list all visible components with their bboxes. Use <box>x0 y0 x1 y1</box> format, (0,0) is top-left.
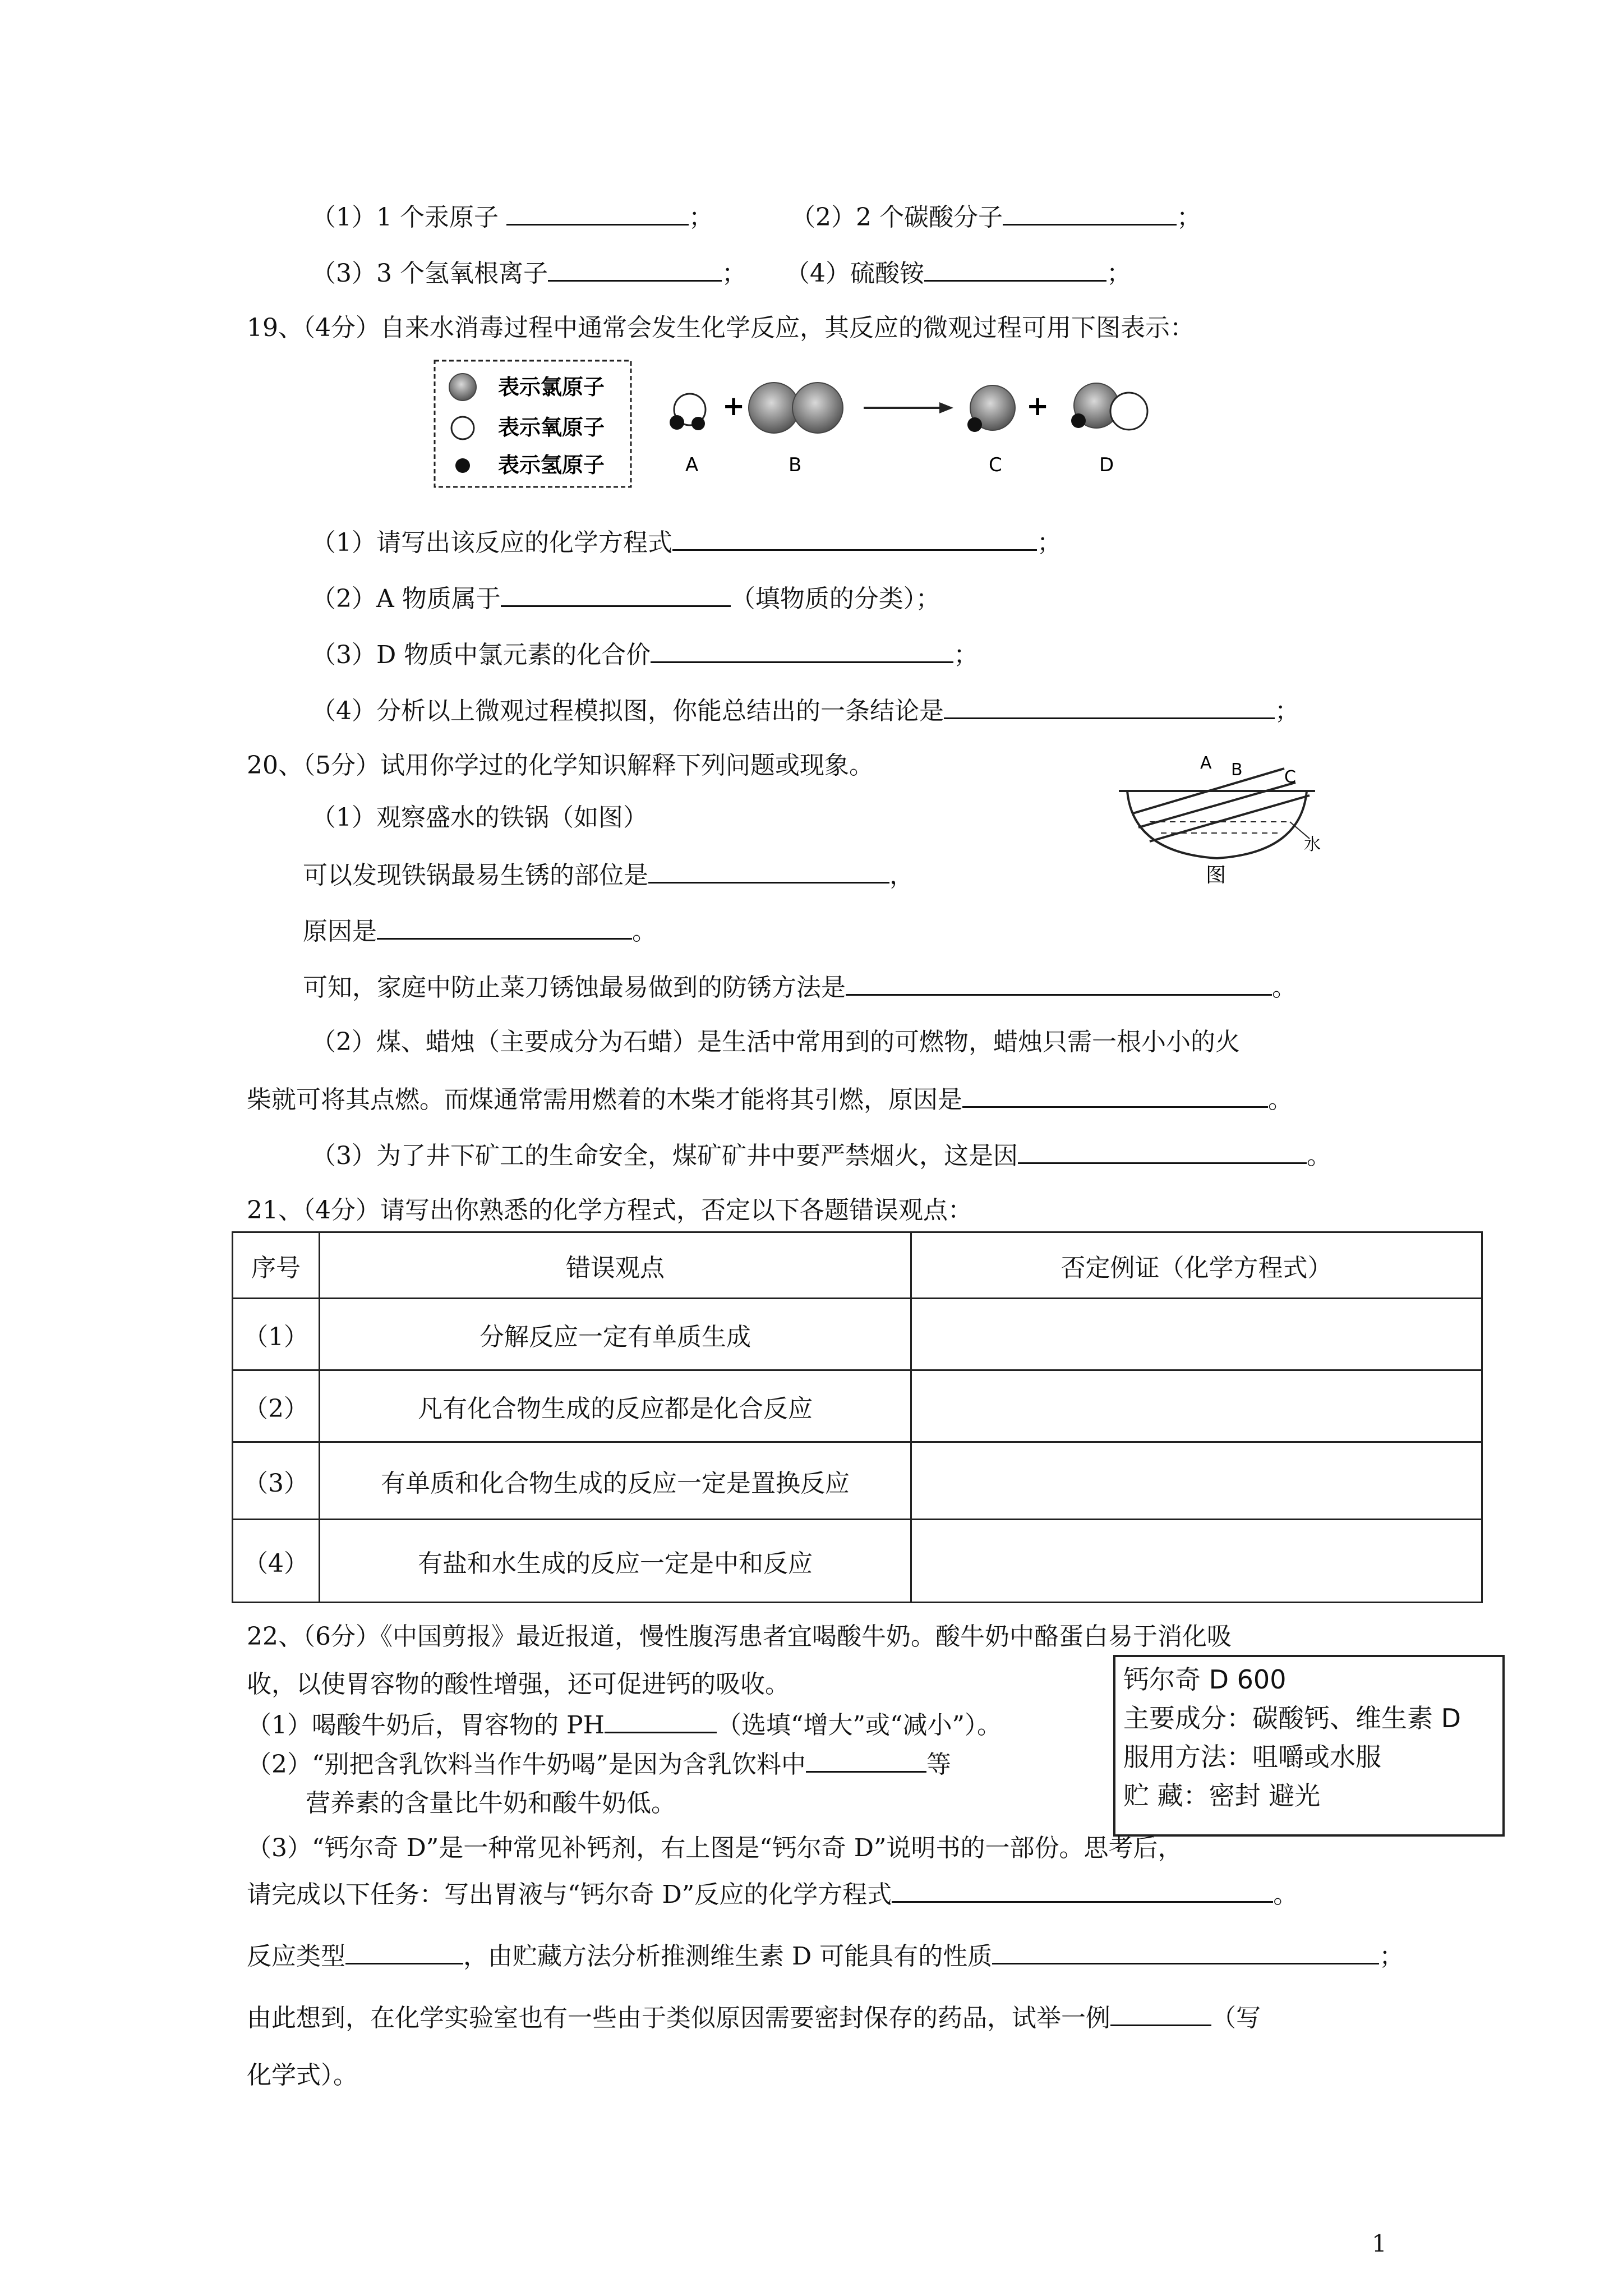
row-answer[interactable] <box>911 1299 1482 1370</box>
box-title: 钙尔奇 D 600 <box>1123 1664 1287 1695</box>
q18-item-3: （3）3 个氢氧根离子 ； <box>311 255 746 291</box>
label-a: A <box>685 454 699 476</box>
q19-sub1: （1）请写出该反应的化学方程式 ； <box>311 524 1062 560</box>
row-answer[interactable] <box>911 1442 1482 1520</box>
q22-sub2: （2）“别把含乳饮料当作牛奶喝”是因为含乳饮料中 等 <box>247 1746 951 1782</box>
box-usage: 服用方法：咀嚼或水服 <box>1123 1742 1381 1772</box>
q19-sub2: （2）A 物质属于 （填物质的分类）； <box>311 581 940 616</box>
q19-stem: 19、（4分）自来水消毒过程中通常会发生化学反应，其反应的微观过程可用下图表示： <box>247 314 1195 342</box>
table-row <box>233 1442 1482 1520</box>
q20-sub1: （1）观察盛水的铁锅（如图） <box>311 803 648 832</box>
q18-item-1: （1）1 个汞原子 ； <box>311 199 713 234</box>
q20-sub2-line2: 柴就可将其点燃。而煤通常需用燃着的木柴才能将其引燃，原因是 。 <box>247 1082 1293 1117</box>
q19-sub4: （4）分析以上微观过程模拟图，你能总结出的一条结论是 ； <box>311 693 1299 728</box>
table-header-row <box>233 1232 1482 1299</box>
chlorine-atom-icon <box>449 374 476 401</box>
header-answer: 否定例证（化学方程式） <box>911 1232 1482 1299</box>
calcium-d-label-box <box>1113 1655 1505 1837</box>
fig-label-water: 水 <box>1304 835 1321 854</box>
legend-chlorine: 表示氯原子 <box>498 375 605 399</box>
iron-pot-figure <box>1116 752 1329 892</box>
q22-line2: 收，以使胃容物的酸性增强，还可促进钙的吸收。 <box>247 1670 790 1699</box>
q22-sub3-line1: （3）“钙尔奇 D”是一种常见补钙剂，右上图是“钙尔奇 D”说明书的一部份。思考后， <box>247 1834 1183 1862</box>
q22-sub1: （1）喝酸牛奶后，胃容物的 PH （选填“增大”或“减小”）。 <box>247 1707 1002 1742</box>
row-no: （1） <box>233 1299 320 1370</box>
hydrogen-atom-icon <box>455 458 470 473</box>
q20-line2: 可以发现铁锅最易生锈的部位是 ， <box>303 857 914 892</box>
header-no: 序号 <box>233 1232 320 1299</box>
q22-sub2-line2: 营养素的含量比牛奶和酸牛奶低。 <box>306 1789 676 1818</box>
header-view: 错误观点 <box>320 1232 911 1299</box>
q20-stem: 20、（5分）试用你学过的化学知识解释下列问题或现象。 <box>247 751 874 780</box>
row-answer[interactable] <box>911 1370 1482 1442</box>
legend-oxygen: 表示氧原子 <box>498 415 605 440</box>
q22-example-line: 由此想到，在化学实验室也有一些由于类似原因需要密封保存的药品，试举一例 （写 <box>247 2000 1261 2035</box>
label-d: D <box>1099 454 1114 476</box>
row-view: 有单质和化合物生成的反应一定是置换反应 <box>320 1442 911 1520</box>
row-view: 分解反应一定有单质生成 <box>320 1299 911 1370</box>
q22-sub3-line2: 请完成以下任务：写出胃液与“钙尔奇 D”反应的化学方程式 。 <box>247 1876 1298 1912</box>
label-b: B <box>789 454 802 476</box>
label-c: C <box>989 454 1002 476</box>
row-answer[interactable] <box>911 1520 1482 1603</box>
table-row <box>233 1520 1482 1603</box>
q18-item-4: （4）硫酸铵 ； <box>785 255 1131 291</box>
row-no: （3） <box>233 1442 320 1520</box>
plus-sign-1: + <box>722 390 745 422</box>
box-ingredients: 主要成分：碳酸钙、维生素 D <box>1123 1703 1461 1733</box>
q20-sub2-line1: （2）煤、蜡烛（主要成分为石蜡）是生活中常用到的可燃物，蜡烛只需一根小小的火 <box>311 1028 1240 1056</box>
table-row <box>233 1299 1482 1370</box>
fig-caption: 图 <box>1206 864 1227 887</box>
molecule-a <box>670 394 706 430</box>
q19-reaction-diagram <box>432 356 1189 496</box>
fig-label-b: B <box>1231 760 1243 780</box>
row-no: （2） <box>233 1370 320 1442</box>
molecule-d <box>1071 383 1147 430</box>
q20-line4: 可知，家庭中防止菜刀锈蚀最易做到的防锈方法是 。 <box>303 969 1297 1005</box>
q19-sub3: （3）D 物质中氯元素的化合价 ； <box>311 637 978 672</box>
fig-label-a: A <box>1200 753 1212 773</box>
q21-table <box>232 1231 1483 1603</box>
molecule-c <box>967 385 1015 432</box>
arrow-head-icon <box>939 402 953 413</box>
q20-sub3: （3）为了井下矿工的生命安全，煤矿矿井中要严禁烟火，这是因 。 <box>311 1138 1331 1173</box>
fig-label-c: C <box>1284 767 1296 787</box>
box-storage: 贮 藏：密封 避光 <box>1123 1780 1321 1811</box>
legend-hydrogen: 表示氢原子 <box>498 453 605 477</box>
q22-line1: 22、（6分）《中国剪报》最近报道，慢性腹泻患者宜喝酸牛奶。酸牛奶中酪蛋白易于消化吸 <box>247 1622 1232 1651</box>
q22-reaction-type-line: 反应类型 ，由贮藏方法分析推测维生素 D 可能具有的性质 ； <box>247 1938 1404 1973</box>
page-number: 1 <box>1372 2230 1387 2257</box>
q18-item-2: （2）2 个碳酸分子 ； <box>791 199 1201 234</box>
row-view: 凡有化合物生成的反应都是化合反应 <box>320 1370 911 1442</box>
molecule-b <box>749 383 843 433</box>
pot-outline <box>1127 791 1307 858</box>
plus-sign-2: + <box>1026 390 1049 422</box>
row-view: 有盐和水生成的反应一定是中和反应 <box>320 1520 911 1603</box>
q20-line3: 原因是 。 <box>303 913 657 949</box>
oxygen-atom-icon <box>451 417 474 439</box>
table-row <box>233 1370 1482 1442</box>
q21-stem: 21、（4分）请写出你熟悉的化学方程式，否定以下各题错误观点： <box>247 1196 972 1225</box>
row-no: （4） <box>233 1520 320 1603</box>
q22-end-line: 化学式）。 <box>247 2061 358 2090</box>
